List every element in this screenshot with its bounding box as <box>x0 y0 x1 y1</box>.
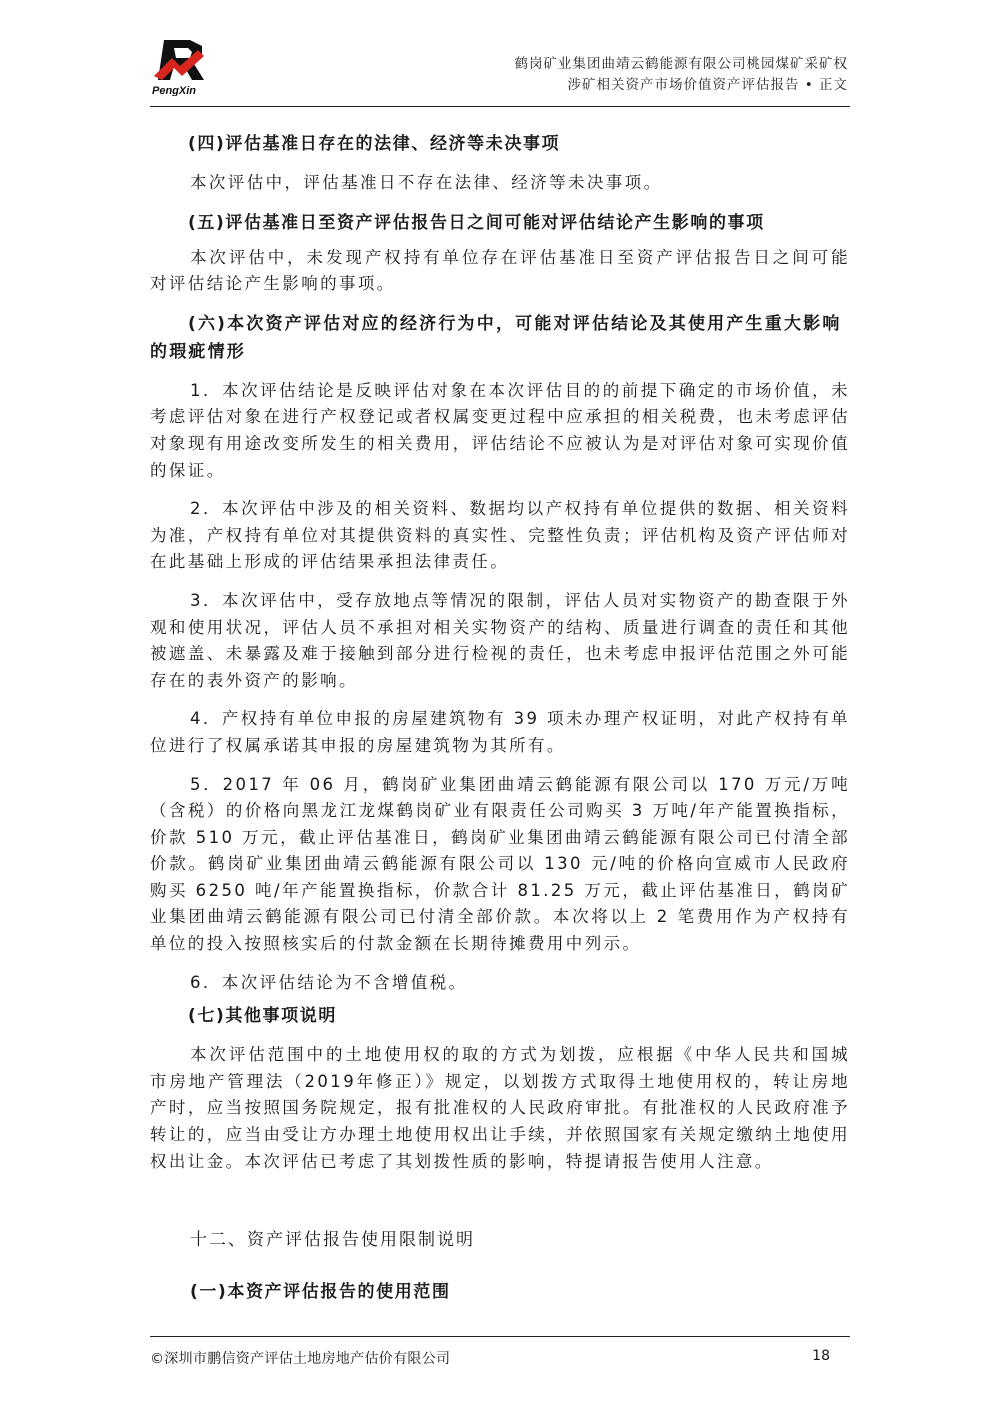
section-6-title-text: (六)本次资产评估对应的经济行为中，可能对评估结论及其使用产生重大影响的瑕疵情形 <box>150 313 842 362</box>
section-7-paragraph: 本次评估范围中的土地使用权的取的方式为划拨，应根据《中华人民共和国城市房地产管理法（2019年修正）》规定，以划拨方式取得土地使用权的，转让房地产时，应当按照国务院规定，报有批准权的人民政府审批。有批准权的人民政府准予转让的，应当由受让方办理土地使用权出让手续，并依照国家有关规定缴纳土地使用权出让金。本次评估已考虑了其划拨性质的影响，特提请报告使用人注意。 <box>150 1045 850 1171</box>
page-number: 18 <box>812 1348 830 1364</box>
header-divider <box>150 106 850 107</box>
pengxin-logo-icon <box>150 36 212 96</box>
svg-text:PengXin: PengXin <box>152 85 197 96</box>
report-header <box>515 54 849 96</box>
report-body <box>150 128 850 1175</box>
header-line-1: 鹤岗矿业集团曲靖云鹤能源有限公司桃园煤矿采矿权 <box>514 56 848 72</box>
section-5-title: (五)评估基准日至资产评估报告日之间可能对评估结论产生影响的事项 <box>188 212 765 233</box>
footer-company: ©深圳市鹏信资产评估土地房地产估价有限公司 <box>150 1351 451 1367</box>
footer-divider <box>150 1336 850 1337</box>
section-6-item-5: 5．2017 年 06 月，鹤岗矿业集团曲靖云鹤能源有限公司以 170 万元/万吨（含税）的价格向黑龙江龙煤鹤岗矿业有限责任公司购买 3 万吨/年产能置换指标，价款 510 万元，截止评估基准日，鹤岗矿业集团曲靖云鹤能源有限公司已付清全部价款。鹤岗矿业集团曲靖云鹤能源有限公司以 130 元/吨的价格向宣威市人民政府购买 6250 吨/年产能置换指标，价款合计 81.25 万元，截止评估基准日，鹤岗矿业集团曲靖云鹤能源有限公司已付清全部价款。本次将以上 2 笔费用作为产权持有单位的投入按照核实后的付款金额在长期待摊费用中列示。 <box>150 774 850 954</box>
header-line-2: 涉矿相关资产市场价值资产评估报告 • 正文 <box>567 77 848 93</box>
chapter-12-subsection-1: (一)本资产评估报告的使用范围 <box>190 1282 451 1302</box>
section-6-item-6: 6．本次评估结论为不含增值税。 <box>190 972 468 992</box>
section-6-item-1: 1．本次评估结论是反映评估对象在本次评估目的的前提下确定的市场价值，未考虑评估对象在进行产权登记或者权属变更过程中应承担的相关税费，也未考虑评估对象现有用途改变所发生的相关费用，评估结论不应被认为是对评估对象可实现价值的保证。 <box>150 380 850 480</box>
section-5-paragraph: 本次评估中，未发现产权持有单位存在评估基准日至资产评估报告日之间可能对评估结论产生影响的事项。 <box>150 247 850 294</box>
company-logo <box>150 36 212 96</box>
section-6-item-2: 2．本次评估中涉及的相关资料、数据均以产权持有单位提供的数据、相关资料为准，产权持有单位对其提供资料的真实性、完整性负责；评估机构及资产评估师对在此基础上形成的评估结果承担法律责任。 <box>150 499 850 572</box>
section-6-title <box>150 310 850 366</box>
chapter-12-title: 十二、资产评估报告使用限制说明 <box>190 1230 475 1250</box>
section-4-paragraph: 本次评估中，评估基准日不存在法律、经济等未决事项。 <box>190 173 663 192</box>
section-6-item-4: 4．产权持有单位申报的房屋建筑物有 39 项未办理产权证明，对此产权持有单位进行了权属承诺其申报的房屋建筑物为其所有。 <box>150 709 850 755</box>
section-4-title: (四)评估基准日存在的法律、经济等未决事项 <box>188 134 561 154</box>
section-7-title: (七)其他事项说明 <box>188 1006 337 1027</box>
section-6-item-3: 3．本次评估中，受存放地点等情况的限制，评估人员对实物资产的勘查限于外观和使用状况，评估人员不承担对相关实物资产的结构、质量进行调查的责任和其他被遮盖、未暴露及难于接触到部分进行检视的责任，也未考虑申报评估范围之外可能存在的表外资产的影响。 <box>150 590 850 690</box>
